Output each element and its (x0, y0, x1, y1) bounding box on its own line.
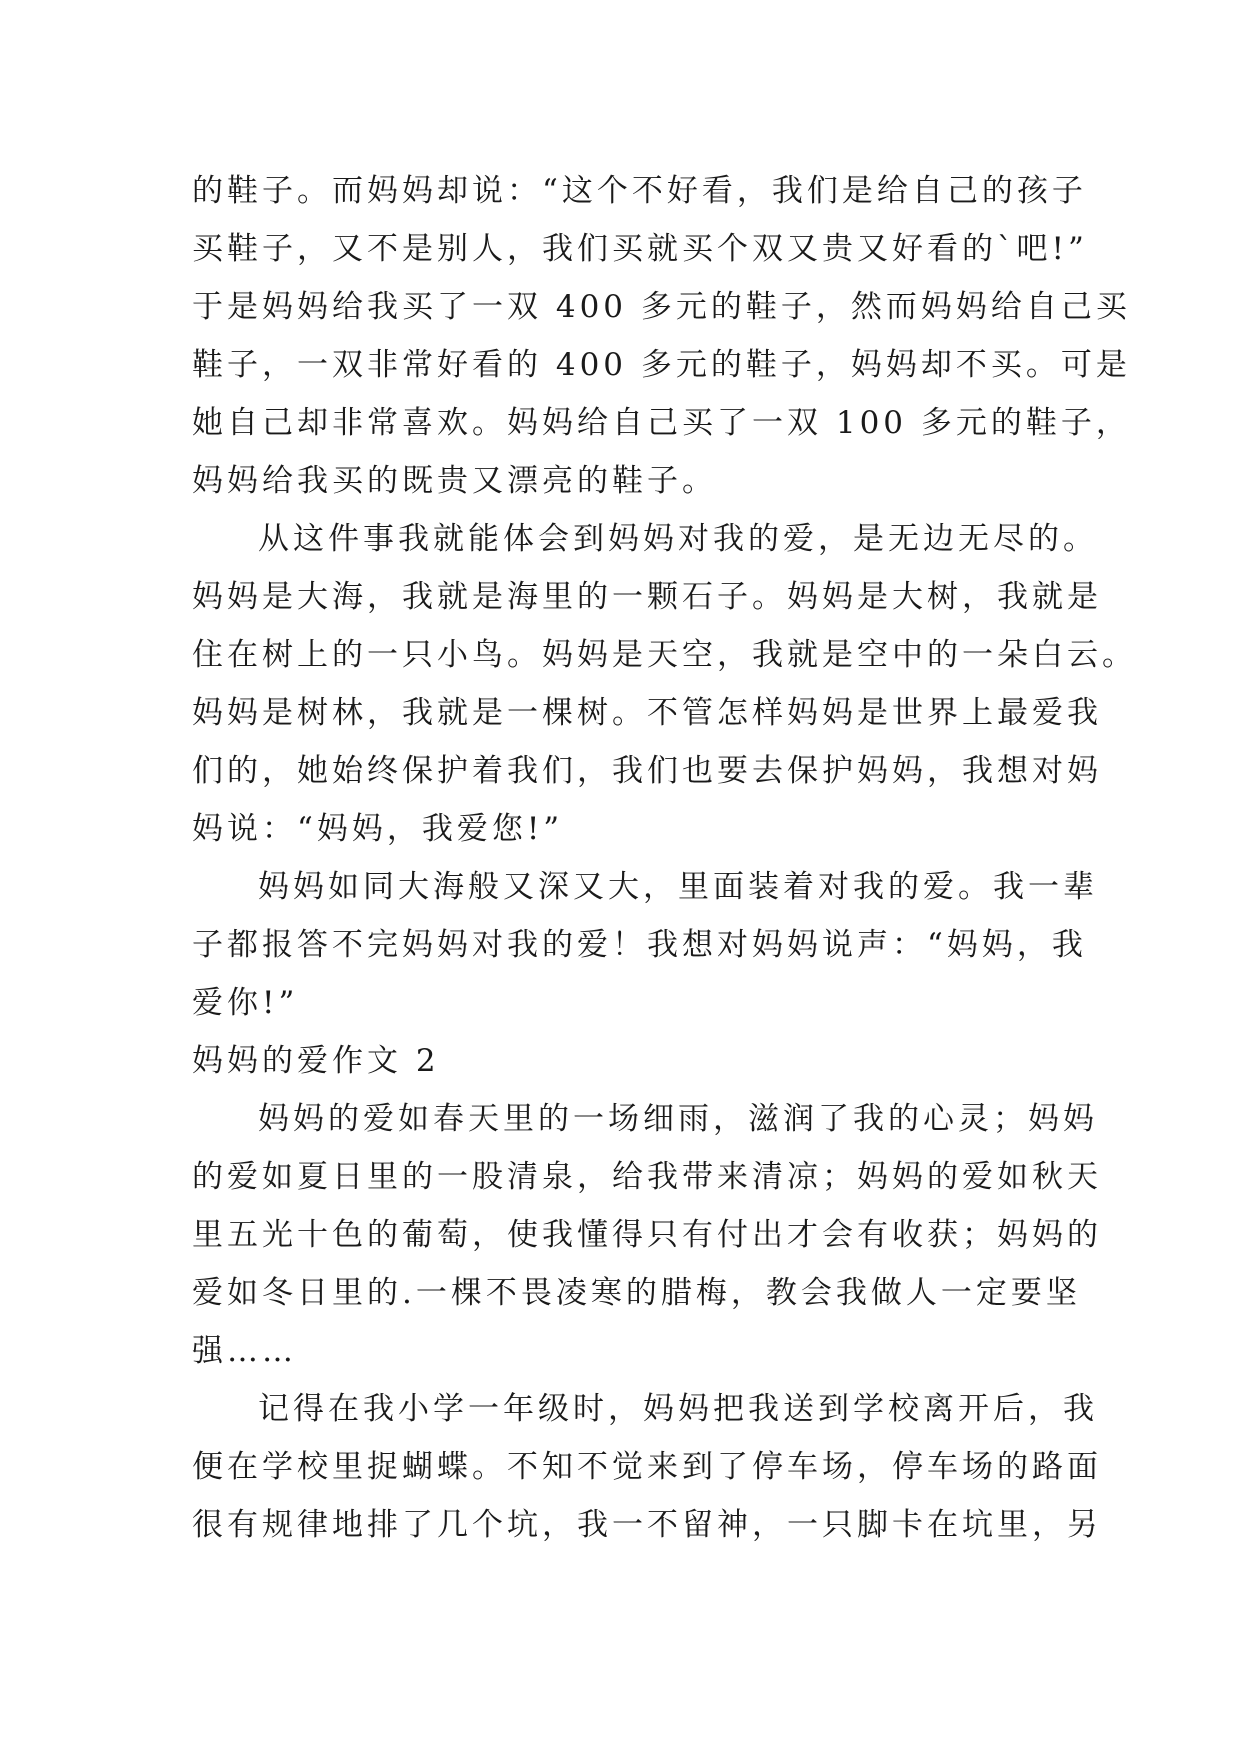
paragraph-start-line: 妈妈如同大海般又深又大，里面装着对我的爱。我一辈 (258, 869, 1098, 905)
text-line: 们的，她始终保护着我们，我们也要去保护妈妈，我想对妈 (192, 753, 1102, 789)
essay-body (192, 162, 1137, 1554)
text-line: 爱你!” (192, 985, 299, 1021)
text-line: 便在学校里捉蝴蝶。不知不觉来到了停车场，停车场的路面 (192, 1449, 1102, 1485)
text-line: 鞋子，一双非常好看的 400 多元的鞋子，妈妈却不买。可是 (192, 347, 1131, 383)
text-line: 子都报答不完妈妈对我的爱！我想对妈妈说声：“妈妈，我 (192, 927, 1087, 963)
text-line: 妈妈是树林，我就是一棵树。不管怎样妈妈是世界上最爱我 (192, 695, 1102, 731)
text-line: 买鞋子，又不是别人，我们买就买个双又贵又好看的`吧!” (192, 231, 1088, 267)
text-line: 的鞋子。而妈妈却说：“这个不好看，我们是给自己的孩子 (192, 173, 1087, 209)
paragraph-start-line: 妈妈的爱如春天里的一场细雨，滋润了我的心灵；妈妈 (258, 1101, 1098, 1137)
text-line: 里五光十色的葡萄，使我懂得只有付出才会有收获；妈妈的 (192, 1217, 1102, 1253)
text-line: 于是妈妈给我买了一双 400 多元的鞋子，然而妈妈给自己买 (192, 289, 1131, 325)
text-line: 妈妈是大海，我就是海里的一颗石子。妈妈是大树，我就是 (192, 579, 1102, 615)
text-line: 爱如冬日里的.一棵不畏凌寒的腊梅，教会我做人一定要坚 (192, 1275, 1081, 1311)
paragraph-start-line: 从这件事我就能体会到妈妈对我的爱，是无边无尽的。 (258, 521, 1098, 557)
section-title: 妈妈的爱作文 2 (192, 1043, 440, 1079)
text-line: 强…… (192, 1333, 297, 1369)
text-line: 妈妈给我买的既贵又漂亮的鞋子。 (192, 463, 717, 499)
text-line: 很有规律地排了几个坑，我一不留神，一只脚卡在坑里，另 (192, 1507, 1102, 1543)
text-line: 住在树上的一只小鸟。妈妈是天空，我就是空中的一朵白云。 (192, 637, 1137, 673)
text-line: 她自己却非常喜欢。妈妈给自己买了一双 100 多元的鞋子， (192, 405, 1131, 441)
paragraph-start-line: 记得在我小学一年级时，妈妈把我送到学校离开后，我 (258, 1391, 1098, 1427)
text-line: 妈说：“妈妈，我爱您!” (192, 811, 564, 847)
text-line: 的爱如夏日里的一股清泉，给我带来清凉；妈妈的爱如秋天 (192, 1159, 1102, 1195)
